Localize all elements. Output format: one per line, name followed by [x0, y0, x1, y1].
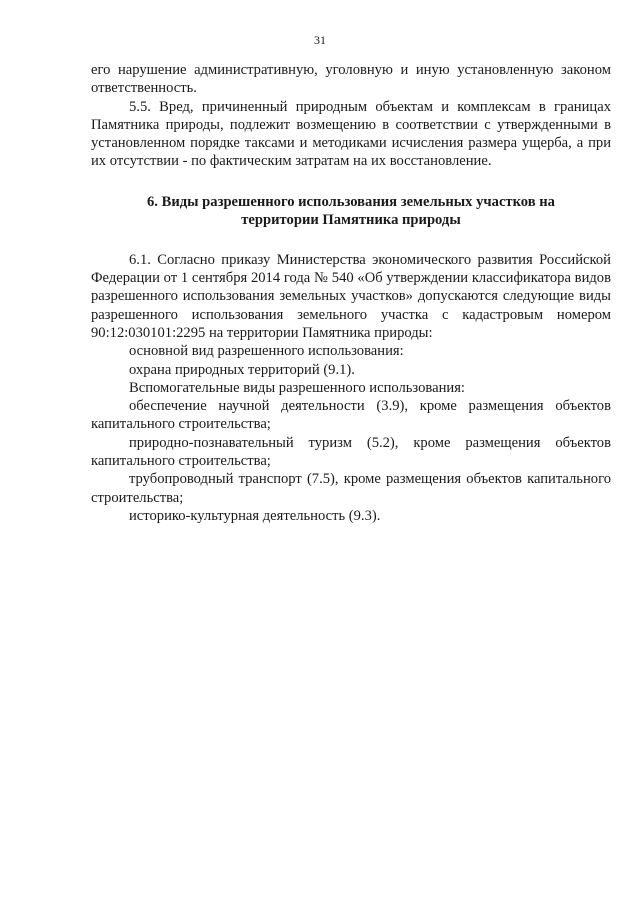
paragraph-continuation: его нарушение административную, уголовную и иную установленную законом ответственность. [91, 62, 611, 97]
document-body [91, 61, 611, 525]
paragraph-aux-use-label: Вспомогательные виды разрешенного использования: [129, 379, 465, 396]
paragraph-5-5: 5.5. Вред, причиненный природным объектам и комплексам в границах Памятника природы, подлежит возмещению в соответствии с утвержденными в установленном порядке таксами и методиками исчисления размера ущерба, а при их отсутствии - по фактическим затратам на их восстановление. [91, 98, 611, 170]
page-number: 31 [314, 33, 326, 47]
paragraph-aux-use-item-2: природно-познавательный туризм (5.2), кроме размещения объектов капитального строительства; [91, 434, 611, 470]
paragraph-aux-use-item-1: обеспечение научной деятельности (3.9), кроме размещения объектов капитального строительства; [91, 398, 611, 433]
paragraph-6-1: 6.1. Согласно приказу Министерства экономического развития Российской Федерации от 1 сентября 2014 года № 540 «Об утверждении классификатора видов разрешенного использования земельных участков» допускаются следующие виды разрешенного использования земельного участка с кадастровым номером 90:12:030101:2295 на территории Памятника природы: [91, 251, 611, 341]
paragraph-aux-use-item-4: историко-культурная деятельность (9.3). [129, 507, 381, 524]
paragraph-main-use-label: основной вид разрешенного использования: [129, 343, 404, 360]
paragraph-main-use-item: охрана природных территорий (9.1). [129, 361, 355, 378]
section-heading-line-1: 6. Виды разрешенного использования земельных участков на [147, 193, 555, 210]
section-heading-line-2: территории Памятника природы [241, 212, 461, 229]
paragraph-aux-use-item-3: трубопроводный транспорт (7.5), кроме размещения объектов капитального строительства; [91, 471, 611, 506]
section-heading [91, 193, 611, 230]
